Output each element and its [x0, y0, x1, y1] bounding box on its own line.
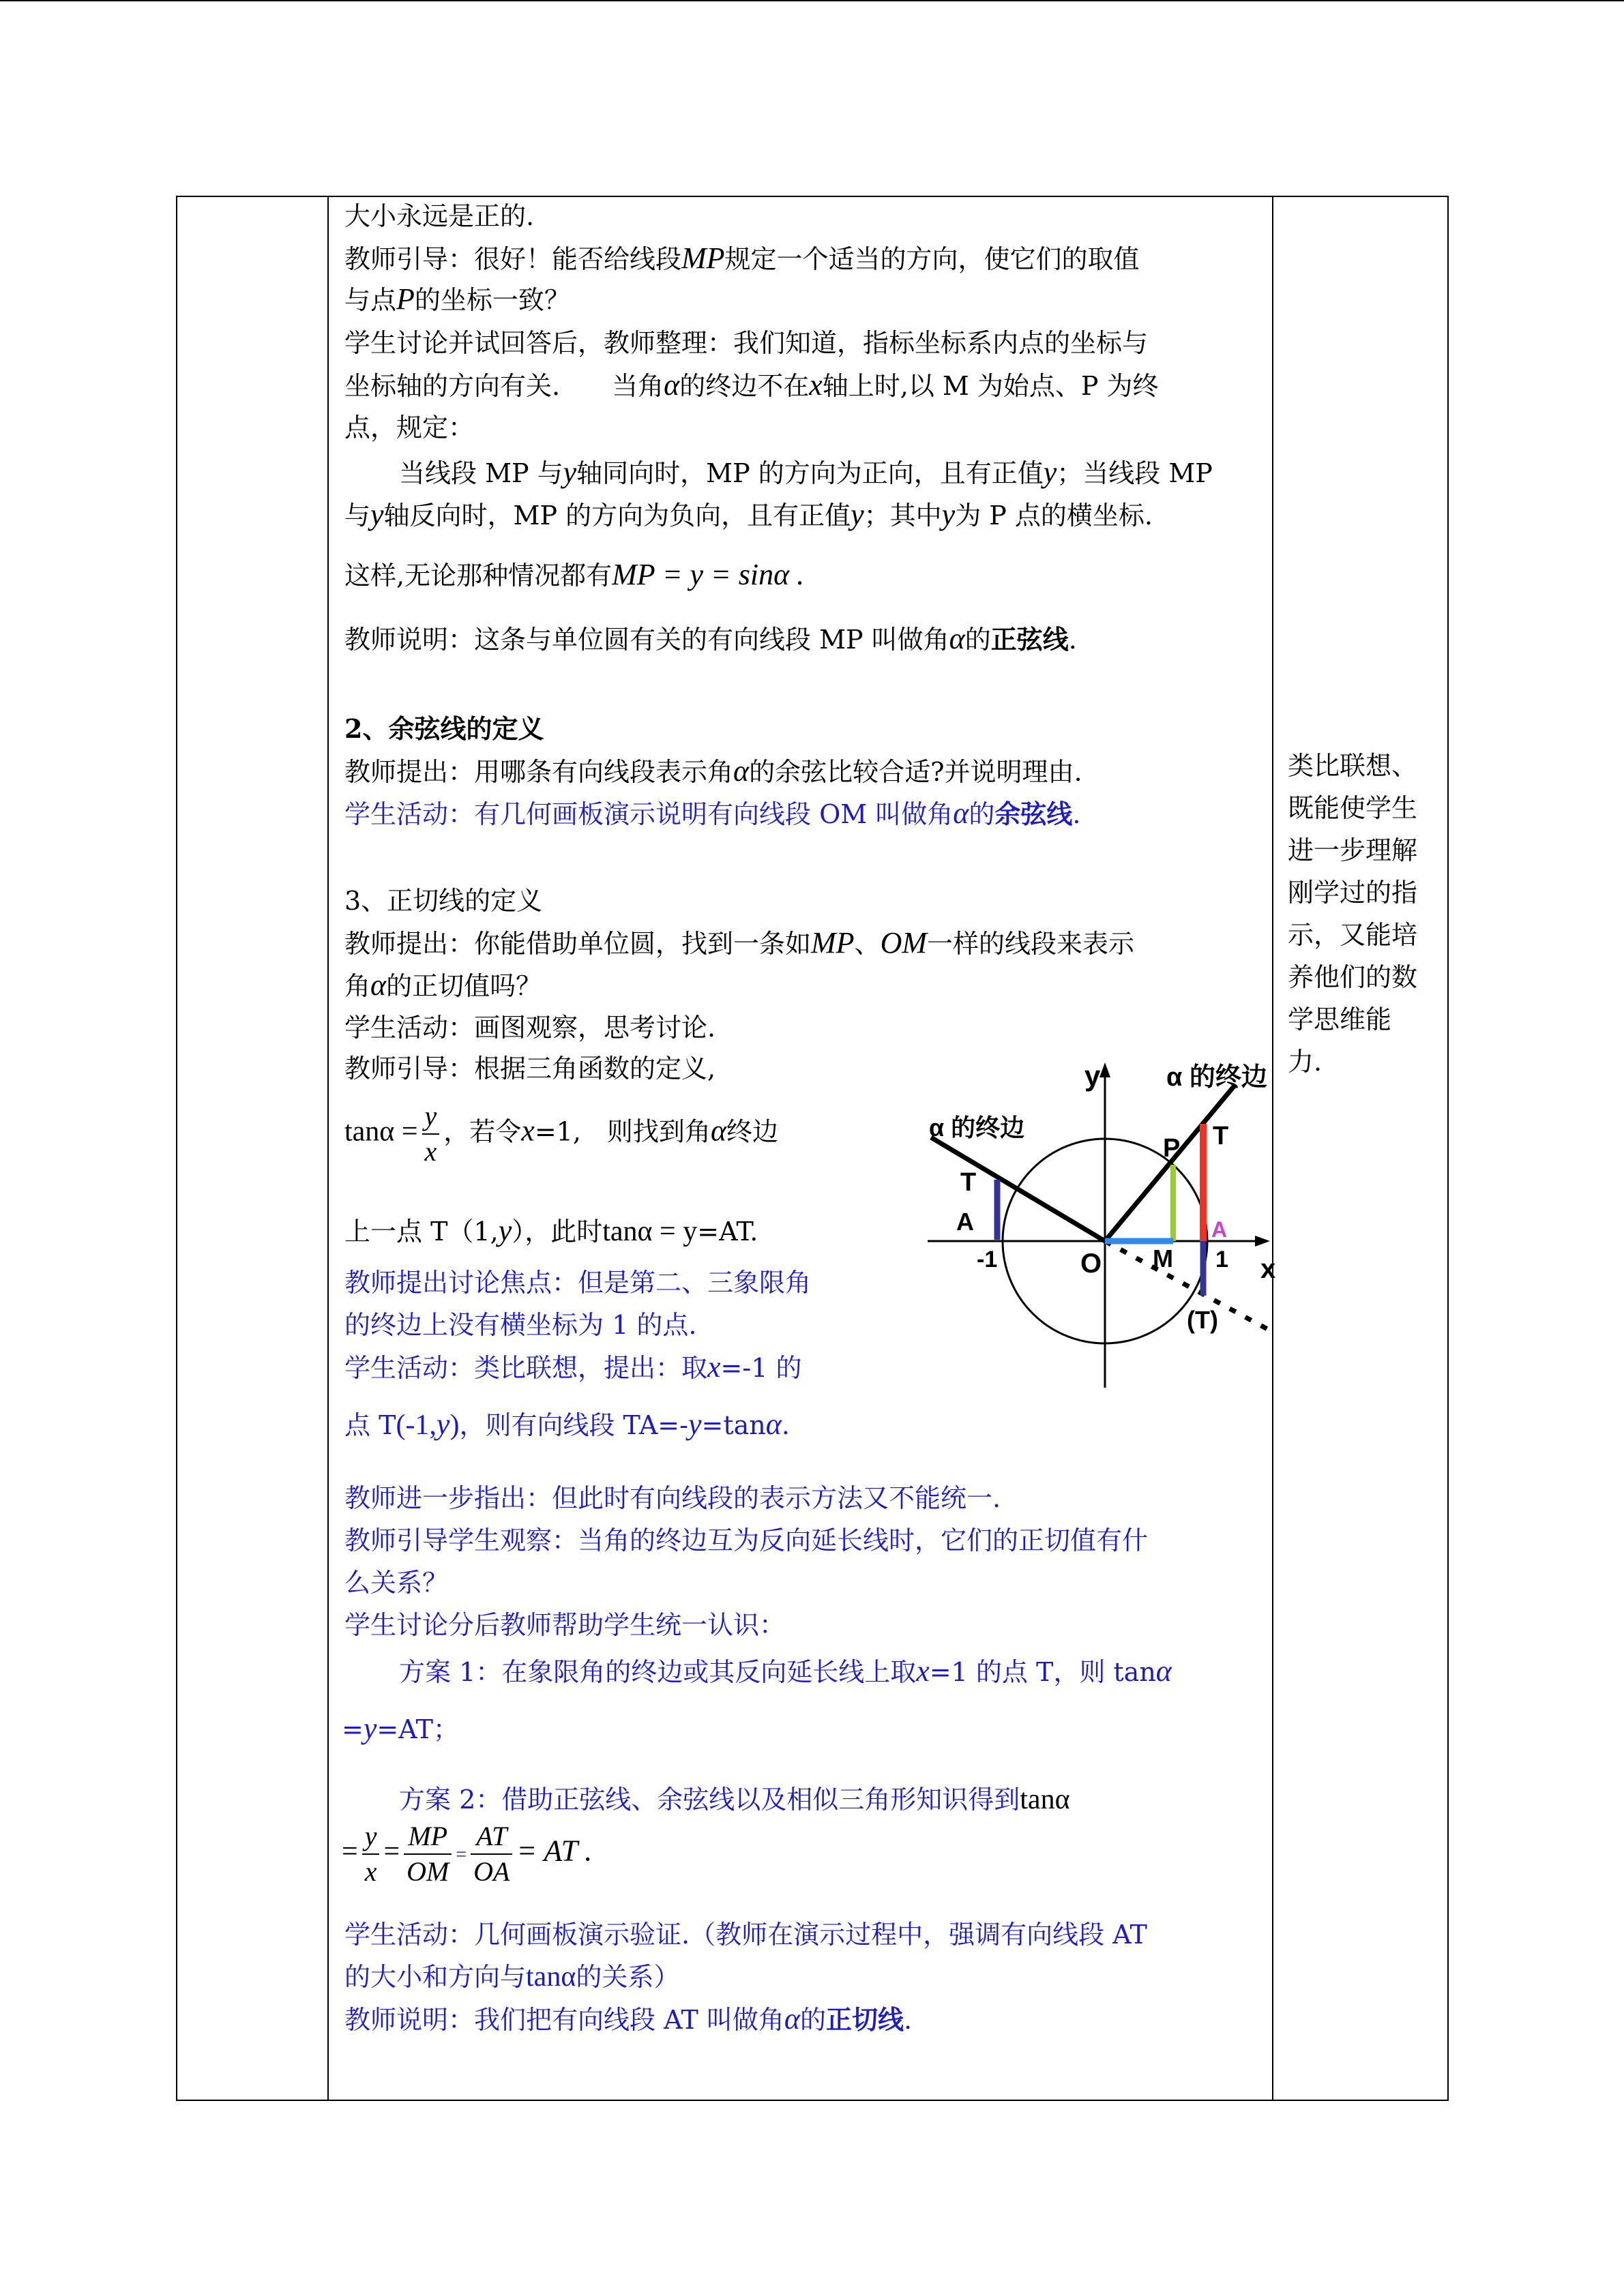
- note-line: 学思维能: [1288, 1004, 1392, 1034]
- section-heading-cosine: 2、余弦线的定义: [344, 713, 544, 744]
- text-line: 教师提出讨论焦点：但是第二、三象限角: [344, 1268, 812, 1298]
- text-line: 学生活动：几何画板演示验证.（教师在演示过程中，强调有向线段 AT: [344, 1920, 1147, 1950]
- right-column-note: [1288, 745, 1431, 1083]
- fraction-y-over-x: $\frac{y}{x}$: [422, 1099, 440, 1169]
- text-line: 教师提出：你能借助单位圆，找到一条如MP、OM一样的线段来表示: [344, 926, 1135, 959]
- text-line: 学生讨论分后教师帮助学生统一认识：: [344, 1610, 786, 1640]
- origin-label: O: [1080, 1249, 1102, 1279]
- text-line: tanα = $\frac{y}{x}$ ，若令x=1, 则找到角α终边: [344, 1099, 778, 1169]
- text-line: 学生讨论并试回答后，教师整理：我们知道，指标坐标系内点的坐标与: [344, 328, 1149, 358]
- note-line: 既能使学生: [1288, 793, 1418, 823]
- text-line: 教师引导：很好！能否给线段MP规定一个适当的方向，使它们的取值: [344, 241, 1140, 275]
- terminal-side-label-right: α 的终边: [1166, 1063, 1267, 1092]
- text-line: 的终边上没有横坐标为 1 的点.: [344, 1310, 697, 1340]
- y-axis-label: y: [1084, 1060, 1101, 1092]
- text-line: 的大小和方向与tanα的关系）: [344, 1961, 680, 1993]
- point-a-label: A: [1211, 1217, 1228, 1242]
- point-a-left-label: A: [956, 1208, 974, 1236]
- point-p-label: P: [1163, 1134, 1181, 1163]
- column-divider-left: [327, 197, 329, 2100]
- text-line: 上一点 T（1,y），此时tanα = y=AT.: [344, 1214, 758, 1247]
- fraction-at-over-oa: $\frac{AT}{OA}$: [471, 1819, 512, 1889]
- text-line: 方案 1：在象限角的终边或其反向延长线上取x=1 的点 T，则 tanα: [399, 1654, 1172, 1688]
- text-line: 与点P的坐标一致？: [344, 282, 570, 316]
- point-t-label: T: [1213, 1122, 1229, 1150]
- text-line: 教师提出：用哪条有向线段表示角α的余弦比较合适?并说明理由.: [344, 754, 1082, 788]
- text-line: 这样,无论那种情况都有MP = y = sinα .: [344, 558, 805, 591]
- text-line: 教师进一步指出：但此时有向线段的表示方法又不能统一.: [344, 1483, 1001, 1513]
- unit-circle-tangent-diagram: [914, 1050, 1282, 1398]
- y-axis-arrow: [1099, 1062, 1110, 1077]
- text-line: 点，规定：: [344, 413, 475, 443]
- text-line: 点 T(-1,y)，则有向线段 TA=-y=tanα.: [344, 1407, 790, 1441]
- text-line: 学生活动：画图观察，思考讨论.: [344, 1013, 716, 1043]
- page-top-border: [0, 0, 1624, 1]
- text-line: =y=AT；: [342, 1712, 459, 1745]
- point-m-label: M: [1153, 1244, 1173, 1272]
- text-line: 教师引导学生观察：当角的终边互为反向延长线时，它们的正切值有什: [344, 1525, 1149, 1555]
- section-heading-tangent: 3、正切线的定义: [344, 886, 543, 916]
- note-line: 养他们的数: [1288, 962, 1418, 992]
- note-line: 力.: [1288, 1047, 1323, 1077]
- note-line: 类比联想、: [1288, 751, 1418, 781]
- text-line: 角α的正切值吗？: [344, 968, 542, 1002]
- text-line: 大小永远是正的.: [344, 201, 535, 231]
- text-line: 当线段 MP 与y轴同向时，MP 的方向为正向，且有正值y；当线段 MP: [399, 456, 1213, 489]
- x-axis-arrow: [1255, 1236, 1270, 1247]
- text-line: 教师说明：这条与单位圆有关的有向线段 MP 叫做角α的正弦线.: [344, 622, 1077, 655]
- terminal-side-label-left: α 的终边: [929, 1114, 1025, 1142]
- text-line: 方案 2：借助正弦线、余弦线以及相似三角形知识得到tanα: [399, 1784, 1070, 1815]
- note-line: 示，又能培: [1288, 920, 1418, 950]
- note-line: 刚学过的指: [1288, 878, 1418, 908]
- fraction-y-over-x: $\frac{y}{x}$: [362, 1819, 380, 1889]
- text-line: 么关系？: [344, 1568, 449, 1598]
- tangent-ratio-equation: = $\frac{y}{x}$ = $\frac{MP}{OM}$ = $\frac{AT}{OA}$ = AT .: [342, 1819, 592, 1889]
- text-line: 学生活动：有几何画板演示说明有向线段 OM 叫做角α的余弦线.: [344, 796, 1081, 830]
- point-t-reverse-label: (T): [1187, 1306, 1218, 1334]
- note-line: 进一步理解: [1288, 835, 1418, 865]
- text-line: 教师说明：我们把有向线段 AT 叫做角α的正切线.: [344, 2002, 913, 2036]
- point-t-left-label: T: [960, 1168, 977, 1197]
- text-line: 教师引导：根据三角函数的定义,: [344, 1054, 716, 1084]
- text-line: 学生活动：类比联想，提出：取x=-1 的: [344, 1350, 802, 1384]
- x-axis-label: x: [1260, 1254, 1276, 1284]
- fraction-mp-over-om: $\frac{MP}{OM}$: [404, 1819, 452, 1889]
- text-line: 与y轴反向时，MP 的方向为负向，且有正值y；其中y为 P 点的横坐标.: [344, 498, 1153, 531]
- text-line: 坐标轴的方向有关. 当角α的终边不在x轴上时,以 M 为始点、P 为终: [344, 368, 1159, 402]
- tick-neg-one-label: -1: [977, 1247, 998, 1272]
- tick-one-label: 1: [1215, 1247, 1228, 1272]
